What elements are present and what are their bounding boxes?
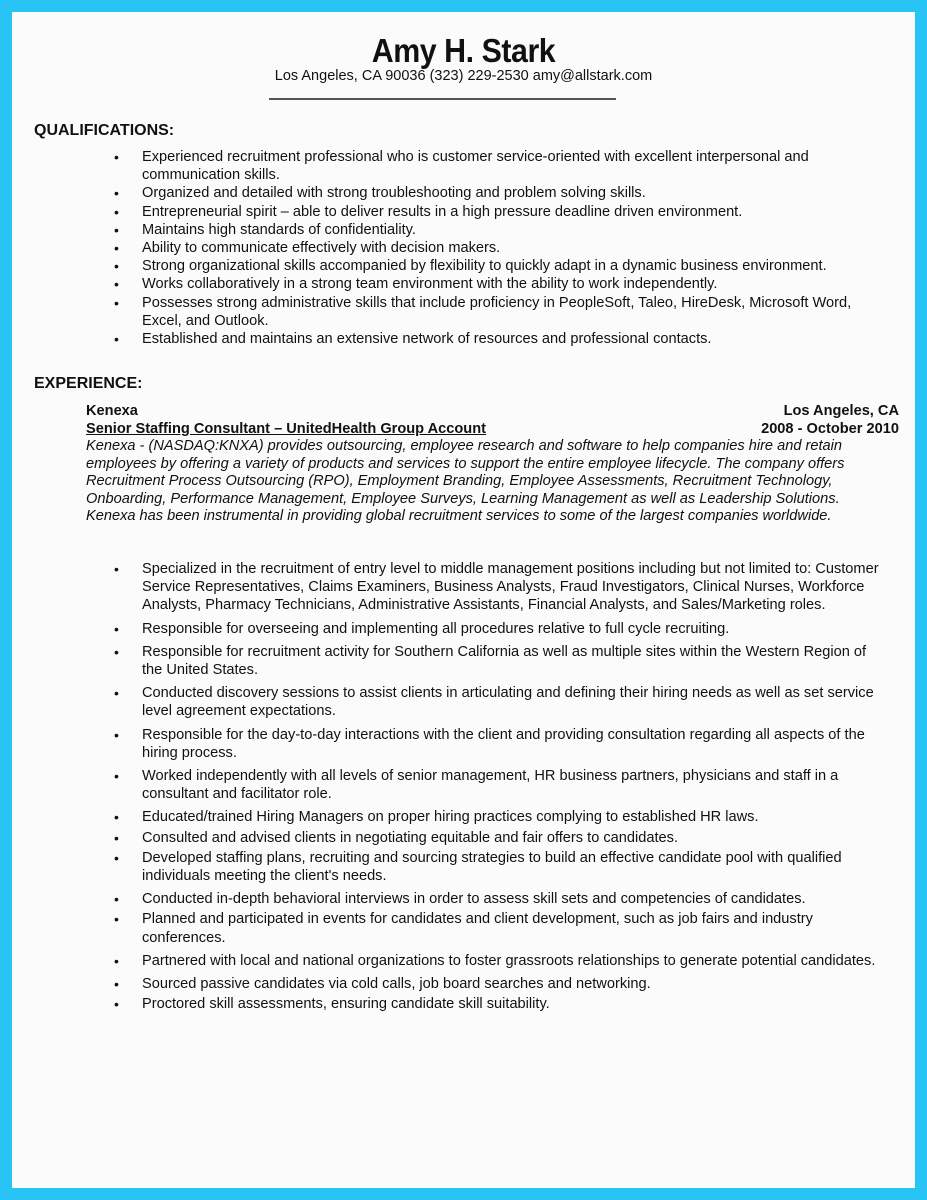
responsibility-item: • Proctored skill assessments, ensuring candidate skill suitability. (114, 996, 550, 1013)
bullet-icon: • (114, 561, 119, 577)
resume-page (12, 12, 915, 1188)
bullet-icon: • (114, 849, 119, 866)
responsibility-item: • Specialized in the recruitment of entry level to middle management positions including but not limited to: Customer Service Representatives, Claims Examiners, Business Analysts, Fraud Investigators, Clinical Nurses, Workforce Analysts, Pharmacy Technicians, Administrative Assistants, Financial Analysts, and Sales/Marketing roles. (114, 561, 879, 614)
header-divider (269, 98, 616, 100)
bullet-icon: • (114, 685, 119, 702)
experience-heading: EXPERIENCE: (34, 375, 143, 392)
applicant-name: Amy H. Stark (371, 32, 556, 69)
bullet-icon: • (114, 911, 119, 928)
title-row (86, 420, 899, 438)
responsibility-item: • Partnered with local and national organizations to foster grassroots relationships to generate potential candidates. (114, 952, 876, 969)
bullet-icon: • (114, 726, 119, 743)
responsibility-item: • Worked independently with all levels of senior management, HR business partners, physicians and staff in a consultant and facilitator role. (114, 768, 839, 803)
qualification-item: • Experienced recruitment professional who is customer service-oriented with excellent interpersonal and communication skills. (114, 149, 809, 184)
qualification-item: • Maintains high standards of confidentiality. (114, 221, 416, 238)
qualification-item: • Strong organizational skills accompanied by flexibility to quickly adapt in a dynamic business environment. (114, 258, 827, 275)
bullet-icon: • (114, 221, 119, 238)
bullet-icon: • (114, 620, 119, 637)
qualification-item: • Works collaboratively in a strong team environment with the ability to work independently. (114, 276, 718, 293)
company-description: Kenexa - (NASDAQ:KNXA) provides outsourcing, employee research and software to help companies hire and retain employees by offering a variety of products and services to support the entire employee lifecycle. The company offers Recruitment Process Outsourcing (RPO), Employment Branding, Employee Assessments, Recruitment Technology, Onboarding, Performance Management, Employee Surveys, Learning Management as well as Leadership Solutions. Kenexa has been instrumental in providing global recruitment services to some of the largest companies worldwide. (86, 438, 845, 525)
job-location: Los Angeles, CA (783, 403, 899, 419)
qualification-item: • Entrepreneurial spirit – able to deliver results in a high pressure deadline driven environment. (114, 203, 743, 220)
bullet-icon: • (114, 643, 119, 660)
responsibility-item: • Consulted and advised clients in negotiating equitable and fair offers to candidates. (114, 829, 679, 846)
bullet-icon: • (114, 185, 119, 202)
bullet-icon: • (114, 952, 119, 969)
job-dates: 2008 - October 2010 (761, 421, 899, 437)
responsibility-item: • Developed staffing plans, recruiting and sourcing strategies to build an effective candidate pool with qualified individuals meeting the client's needs. (114, 849, 842, 885)
bullet-icon: • (114, 996, 119, 1013)
bullet-icon: • (114, 203, 119, 220)
company-name: Kenexa (86, 403, 138, 419)
bullet-icon: • (114, 294, 119, 311)
responsibility-item: • Conducted discovery sessions to assist clients in articulating and defining their hiring needs as well as set service level agreement expectations. (114, 685, 874, 720)
qualification-item: • Ability to communicate effectively with decision makers. (114, 240, 501, 257)
qualifications-heading: QUALIFICATIONS: (34, 122, 175, 139)
contact-line: Los Angeles, CA 90036 (323) 229-2530 amy@allstark.com (274, 68, 653, 84)
bullet-icon: • (114, 258, 119, 275)
bullet-icon: • (114, 976, 119, 993)
job-title: Senior Staffing Consultant – UnitedHealth Group Account (86, 421, 486, 437)
qualification-item: • Established and maintains an extensive network of resources and professional contacts. (114, 331, 712, 348)
job-entry (86, 402, 899, 526)
job-responsibilities-list (12, 560, 915, 1018)
responsibility-item: • Responsible for recruitment activity for Southern California as well as multiple sites within the Western Region of the United States. (114, 643, 867, 679)
responsibility-item: • Educated/trained Hiring Managers on proper hiring practices complying to established HR laws. (114, 809, 759, 826)
responsibility-item: • Sourced passive candidates via cold calls, job board searches and networking. (114, 976, 651, 993)
qualification-item: • Possesses strong administrative skills that include proficiency in PeopleSoft, Taleo, HireDesk, Microsoft Word, Excel, and Outlook. (114, 294, 852, 329)
bullet-icon: • (114, 829, 119, 846)
company-row (86, 402, 899, 420)
bullet-icon: • (114, 891, 119, 908)
responsibility-item: • Responsible for the day-to-day interactions with the client and providing consultation regarding all aspects of the hiring process. (114, 726, 865, 761)
responsibility-item: • Planned and participated in events for candidates and client development, such as job fairs and industry conferences. (114, 911, 813, 946)
qualifications-list (12, 148, 915, 348)
bullet-icon: • (114, 240, 119, 257)
bullet-icon: • (114, 149, 119, 165)
bullet-icon: • (114, 276, 119, 293)
qualification-item: • Organized and detailed with strong troubleshooting and problem solving skills. (114, 185, 646, 202)
bullet-icon: • (114, 768, 119, 785)
bullet-icon: • (114, 331, 119, 348)
bullet-icon: • (114, 809, 119, 826)
responsibility-item: • Conducted in-depth behavioral interviews in order to assess skill sets and competencies of candidates. (114, 891, 806, 908)
responsibility-item: • Responsible for overseeing and implementing all procedures relative to full cycle recruiting. (114, 620, 730, 637)
